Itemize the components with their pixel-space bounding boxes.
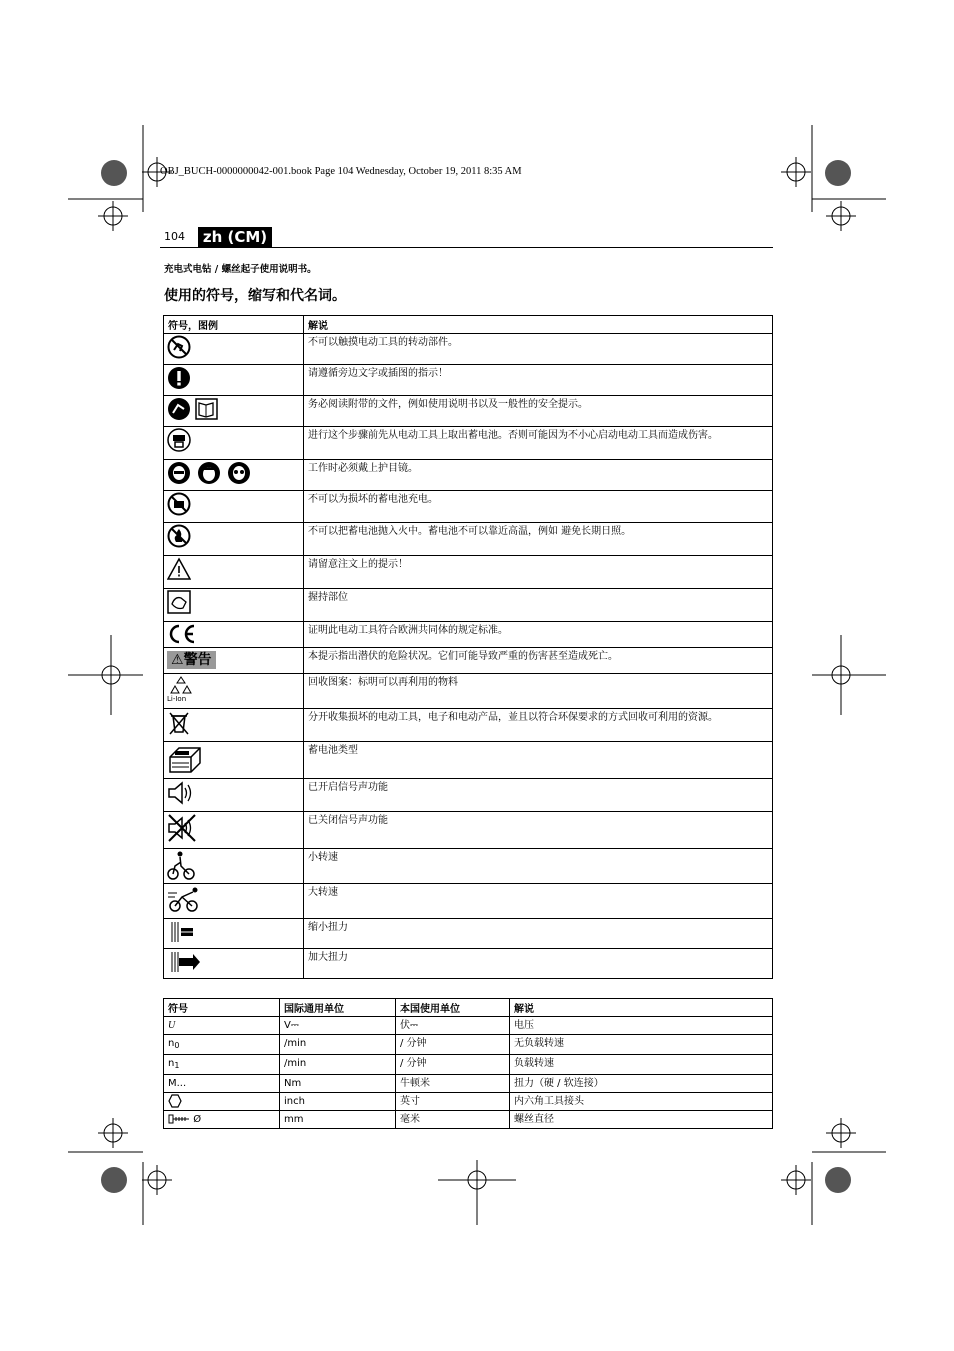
unit-symbol: n	[168, 1058, 175, 1069]
unit-symbol: n	[168, 1038, 175, 1049]
table-row	[164, 589, 773, 622]
unit-description: 扭力（硬 / 软连接）	[510, 1075, 773, 1093]
speaker-off-icon	[167, 813, 197, 843]
row-description: 已开启信号声功能	[304, 779, 773, 812]
no-charge-damaged-battery-icon	[167, 492, 191, 516]
symbols-table-header	[164, 316, 773, 334]
high-speed-icon	[167, 885, 201, 913]
liion-label: Li-Ion	[167, 695, 187, 703]
row-description: 务必阅读附带的文件，例如使用说明书以及一般性的安全提示。	[304, 396, 773, 427]
header-rule	[160, 247, 773, 248]
table-row	[164, 648, 773, 674]
row-description: 握持部位	[304, 589, 773, 622]
unit-local: / 分钟	[396, 1055, 510, 1075]
unit-description: 负载转速	[510, 1055, 773, 1075]
row-description: 加大扭力	[304, 949, 773, 979]
row-description: 已关闭信号声功能	[304, 812, 773, 849]
table-row	[164, 1075, 773, 1093]
table-row	[164, 742, 773, 779]
header-local-unit: 本国使用单位	[396, 999, 510, 1017]
table-row	[164, 919, 773, 949]
unit-description: 螺丝直径	[510, 1111, 773, 1129]
unit-symbol-cell	[164, 1055, 280, 1075]
row-description: 分开收集损坏的电动工具，电子和电动产品，並且以符合环保要求的方式回收可利用的资源。	[304, 709, 773, 742]
unit-description: 内六角工具接头	[510, 1093, 773, 1111]
page-number: 104	[164, 230, 185, 243]
battery-type-icon	[167, 743, 203, 777]
no-fire-battery-icon	[167, 524, 191, 548]
unit-intl: Nm	[280, 1075, 396, 1093]
units-table	[163, 998, 773, 1129]
exclamation-icon	[167, 366, 191, 390]
header-intl-unit: 国际通用单位	[280, 999, 396, 1017]
warning-triangle-icon	[167, 557, 191, 581]
section-title: 使用的符号，缩写和代名词。	[164, 288, 346, 304]
unit-symbol: U	[164, 1017, 280, 1035]
table-row	[164, 1093, 773, 1111]
row-description: 不可以为损坏的蓄电池充电。	[304, 491, 773, 523]
table-row	[164, 1055, 773, 1075]
table-row	[164, 334, 773, 365]
speaker-on-icon	[167, 780, 197, 806]
ce-mark-icon	[167, 623, 197, 645]
units-table-header	[164, 999, 773, 1017]
row-description: 证明此电动工具符合欧洲共同体的规定标准。	[304, 622, 773, 648]
reduce-torque-icon	[167, 920, 197, 944]
table-row	[164, 1035, 773, 1055]
unit-local: / 分钟	[396, 1035, 510, 1055]
row-description: 缩小扭力	[304, 919, 773, 949]
table-row	[164, 949, 773, 979]
row-description: 回收图案：标明可以再利用的物料	[304, 674, 773, 709]
row-description: 大转速	[304, 884, 773, 919]
symbols-table	[163, 315, 773, 979]
table-row	[164, 779, 773, 812]
table-row	[164, 622, 773, 648]
table-row	[164, 365, 773, 396]
language-badge: zh (CM)	[198, 227, 272, 247]
header-symbol: 符号，图例	[164, 316, 304, 334]
screw-icon	[168, 1113, 190, 1125]
unit-intl: inch	[280, 1093, 396, 1111]
header-description: 解说	[510, 999, 773, 1017]
unit-intl: V⎓	[280, 1017, 396, 1035]
header-description: 解说	[304, 316, 773, 334]
remove-battery-icon	[167, 428, 191, 452]
wear-goggles-icon	[167, 461, 251, 485]
read-manual-icon	[167, 397, 219, 421]
table-row	[164, 884, 773, 919]
row-description: 小转速	[304, 849, 773, 884]
table-row	[164, 396, 773, 427]
unit-symbol-sub: 0	[174, 1041, 180, 1050]
unit-symbol-cell	[164, 1111, 280, 1129]
unit-symbol: M...	[164, 1075, 280, 1093]
unit-local: 英寸	[396, 1093, 510, 1111]
crossed-bin-icon	[167, 710, 191, 736]
warning-label-icon: ⚠警告	[167, 651, 216, 669]
hexagon-icon	[168, 1094, 182, 1108]
row-description: 本提示指出潜伏的危险状况。它们可能导致严重的伤害甚至造成死亡。	[304, 648, 773, 674]
increase-torque-icon	[167, 950, 201, 974]
unit-intl: mm	[280, 1111, 396, 1129]
unit-symbol-sub: 1	[174, 1061, 180, 1070]
file-header-line: OBJ_BUCH-0000000042-001.book Page 104 Wednesday, October 19, 2011 8:35 AM	[160, 166, 522, 177]
row-description: 不可以把蓄电池抛入火中。蓄电池不可以靠近高温，例如 避免长期日照。	[304, 523, 773, 556]
table-row	[164, 1017, 773, 1035]
warning-label-text: 警告	[183, 652, 212, 668]
header-symbol: 符号	[164, 999, 280, 1017]
table-row	[164, 812, 773, 849]
unit-intl: /min	[280, 1055, 396, 1075]
table-row	[164, 427, 773, 460]
unit-description: 无负载转速	[510, 1035, 773, 1055]
unit-symbol-cell	[164, 1035, 280, 1055]
recycle-icon	[167, 675, 195, 695]
row-description: 请留意注文上的提示！	[304, 556, 773, 589]
row-description: 请遵循旁边文字或插图的指示！	[304, 365, 773, 396]
table-row	[164, 1111, 773, 1129]
row-description: 进行这个步骤前先从电动工具上取出蓄电池。否则可能因为不小心启动电动工具而造成伤害。	[304, 427, 773, 460]
table-row	[164, 491, 773, 523]
unit-symbol-cell	[164, 1093, 280, 1111]
table-row	[164, 674, 773, 709]
table-row	[164, 849, 773, 884]
low-speed-icon	[167, 850, 195, 880]
row-description: 不可以触摸电动工具的转动部件。	[304, 334, 773, 365]
unit-local: 伏⎓	[396, 1017, 510, 1035]
row-description: 蓄电池类型	[304, 742, 773, 779]
unit-local: 牛顿米	[396, 1075, 510, 1093]
table-row	[164, 556, 773, 589]
no-touch-rotating-icon	[167, 335, 191, 359]
manual-subtitle: 充电式电钻 / 螺丝起子使用说明书。	[164, 264, 317, 275]
unit-description: 电压	[510, 1017, 773, 1035]
table-row	[164, 709, 773, 742]
unit-local: 毫米	[396, 1111, 510, 1129]
unit-intl: /min	[280, 1035, 396, 1055]
table-row	[164, 460, 773, 491]
table-row	[164, 523, 773, 556]
grip-area-icon	[167, 590, 191, 614]
unit-symbol: Ø	[193, 1114, 202, 1125]
row-description: 工作时必须戴上护目镜。	[304, 460, 773, 491]
